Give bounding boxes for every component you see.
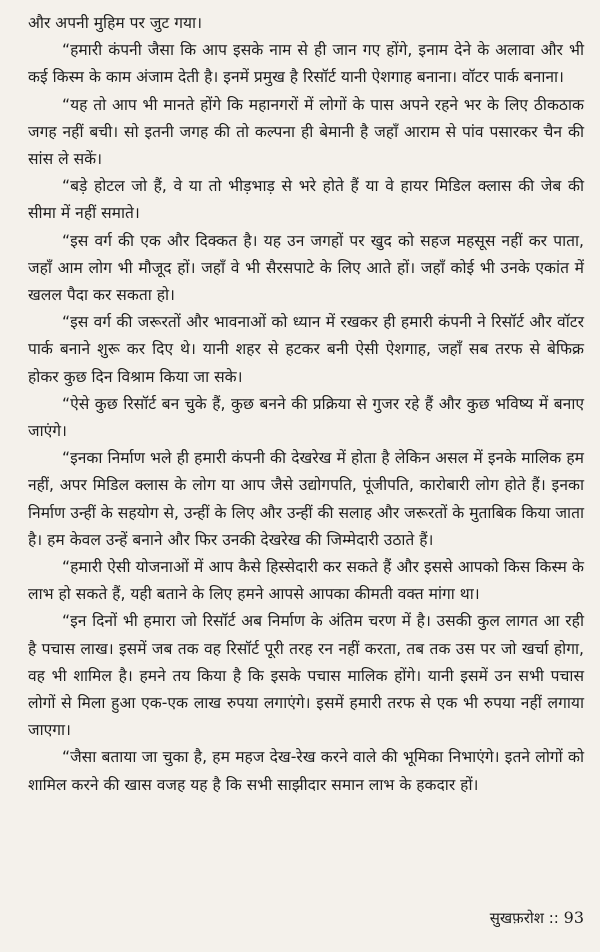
paragraph-5: “इस वर्ग की एक और दिक्कत है। यह उन जगहों पर खुद को सहज महसूस नहीं कर पाता, जहाँ आम लोग भी मौजूद हों। जहाँ वे भी सैरसपाटे के लिए आते हों। जहाँ कोई भी उनके एकांत में खलल पैदा कर सकता हो। [28, 231, 584, 305]
paragraph-7: “ऐसे कुछ रिसॉर्ट बन चुके हैं, कुछ बनने की प्रक्रिया से गुजर रहे हैं और कुछ भविष्य में बनाए जाएंगे। [28, 394, 584, 441]
paragraph-3: “यह तो आप भी मानते होंगे कि महानगरों में लोगों के पास अपने रहने भर के लिए ठीकठाक जगह नहीं बची। सो इतनी जगह की तो कल्पना ही बेमानी है जहाँ आराम से पांव पसारकर चैन की सांस ले सकें। [28, 95, 584, 169]
paragraph-11: “जैसा बताया जा चुका है, हम महज देख-रेख करने वाले की भूमिका निभाएंगे। इतने लोगों को शामिल करने की खास वजह यह है कि सभी साझीदार समान लाभ के हकदार हों। [28, 748, 584, 794]
paragraph-2: “हमारी कंपनी जैसा कि आप इसके नाम से ही जान गए होंगे, इनाम देने के अलावा और भी कई किस्म के काम अंजाम देती है। इनमें प्रमुख है रिसॉर्ट यानी ऐशगाह बनाना। वॉटर पार्क बनाना। [28, 41, 584, 87]
page-body [28, 10, 584, 799]
paragraph-1: और अपनी मुहिम पर जुट गया। [28, 14, 202, 32]
paragraph-8: “इनका निर्माण भले ही हमारी कंपनी की देखरेख में होता है लेकिन असल में इनके मालिक हम नहीं, अपर मिडिल क्लास के लोग या आप जैसे उद्योगपति, पूंजीपति, कारोबारी लोग होते हैं। इनका निर्माण उन्हीं के सहयोग से, उन्हीं के लिए और उन्हीं की सलाह और जरूरतों के मुताबिक किया जाता है। हम केवल उन्हें बनाने और फिर उनकी देखरेख की जिम्मेदारी उठाते हैं। [28, 449, 584, 549]
paragraph-9: “हमारी ऐसी योजनाओं में आप कैसे हिस्सेदारी कर सकते हैं और इससे आपको किस किस्म के लाभ हो सकते हैं, यही बताने के लिए हमने आपसे आपका कीमती वक्त मांगा था। [28, 558, 584, 604]
page-footer [490, 908, 584, 928]
page-number: 93 [563, 908, 584, 927]
paragraph-10: “इन दिनों भी हमारा जो रिसॉर्ट अब निर्माण के अंतिम चरण में है। उसकी कुल लागत आ रही है पचास लाख। इसमें जब तक वह रिसॉर्ट पूरी तरह रन नहीं करता, तब तक उस पर जो खर्चा होगा, वह भी शामिल है। हमने तय किया है कि इसके पचास मालिक होंगे। यानी इसमें उन सभी पचास लोगों से मिला हुआ एक-एक लाख रुपया लगाएंगे। इसमें हमारी तरफ से एक भी रुपया नहीं लगाया जाएगा। [28, 612, 584, 740]
paragraph-4: “बड़े होटल जो हैं, वे या तो भीड़भाड़ से भरे होते हैं या वे हायर मिडिल क्लास की जेब की सीमा में नहीं समाते। [28, 177, 584, 223]
running-title: सुखफ़रोश [489, 909, 544, 927]
footer-separator: :: [548, 909, 559, 927]
paragraph-6: “इस वर्ग की जरूरतों और भावनाओं को ध्यान में रखकर ही हमारी कंपनी ने रिसॉर्ट और वॉटर पार्क बनाने शुरू कर दिए थे। यानी शहर से हटकर बनी ऐसी ऐशगाह, जहाँ सब तरफ से बेफिक्र होकर कुछ दिन विश्राम किया जा सके। [28, 313, 584, 386]
